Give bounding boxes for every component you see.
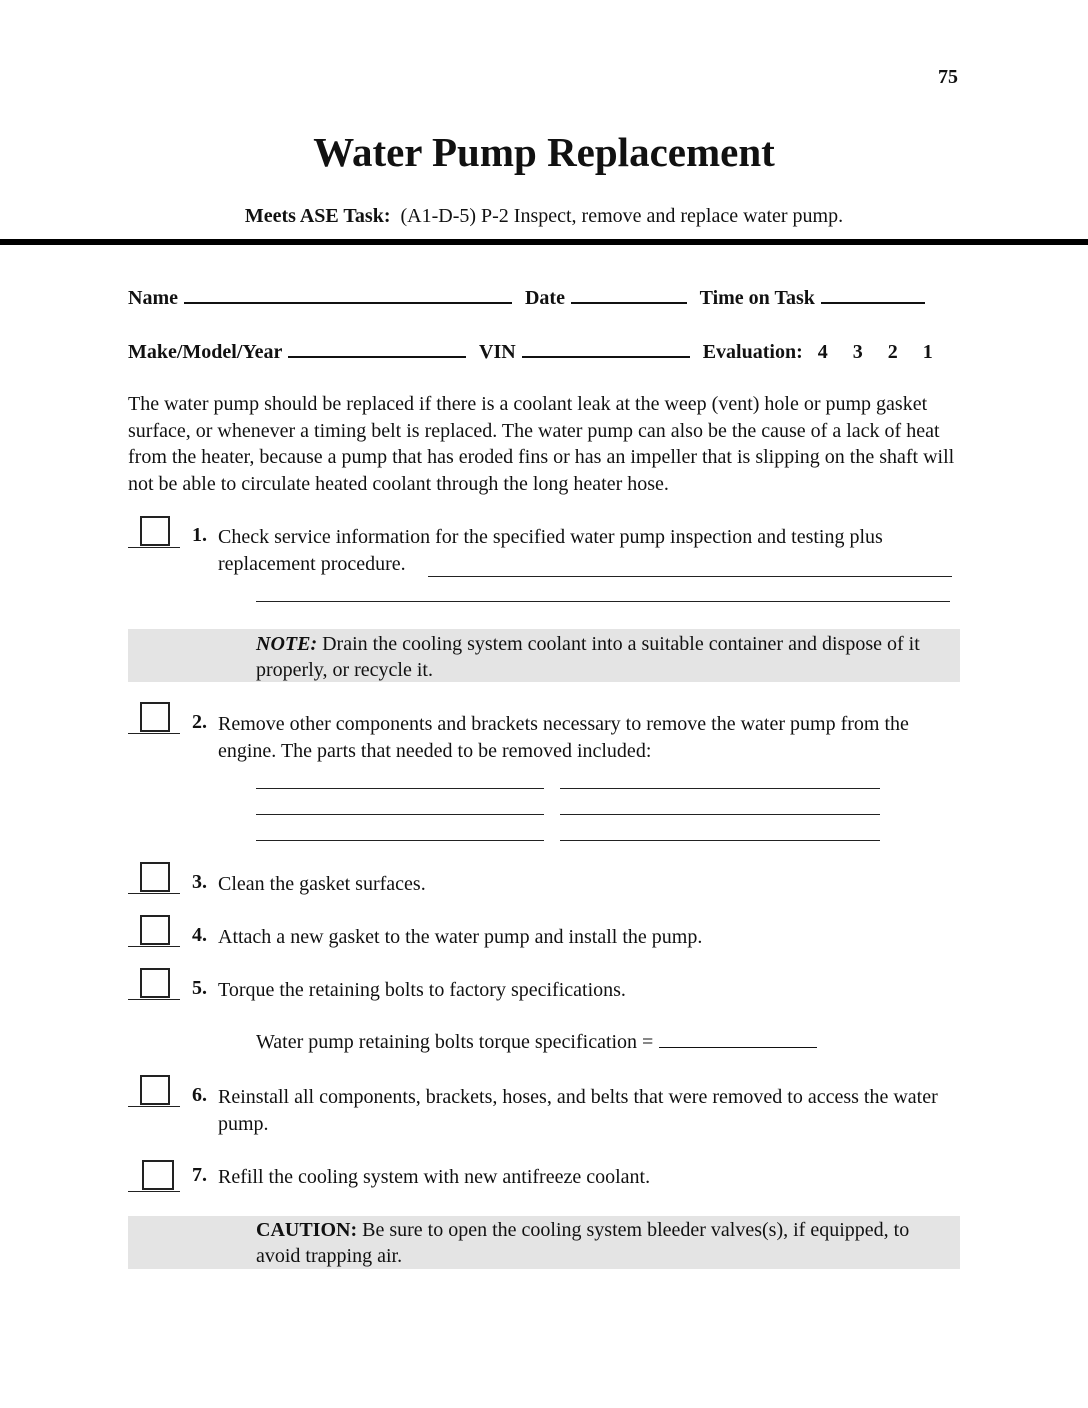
caution-text [256,1217,958,1269]
evaluation-option-3[interactable]: 3 [852,341,863,363]
step-7-text: Refill the cooling system with new antifreeze coolant. [218,1166,651,1188]
step-3-checkbox[interactable] [128,862,178,892]
parts-line-4[interactable] [560,814,880,815]
time-on-task-field[interactable] [821,284,925,304]
date-field[interactable] [571,284,687,304]
step-3-text: Clean the gasket surfaces. [218,873,426,895]
step-4-checkbox[interactable] [128,915,178,945]
torque-spec-row [256,1031,825,1054]
step-1-answer-line-2[interactable] [256,601,950,602]
intro-paragraph: The water pump should be replaced if there is a coolant leak at the weep (vent) hole or pump gasket surface, or whenever a timing belt is replaced. The water pump can also be the cause of a lack of heat from the heater, because a pump that has eroded fins or has an impeller that is slipping on the shaft will not be able to circulate heated coolant through the long heater hose. [128,393,955,495]
make-model-year-label: Make/Model/Year [128,341,283,363]
evaluation-option-1[interactable]: 1 [922,341,933,363]
field-row-1 [128,284,933,310]
page-title: Water Pump Replacement [313,129,775,175]
step-5-number: 5. [192,977,207,999]
parts-line-6[interactable] [560,840,880,841]
ase-task-text: (A1-D-5) P-2 Inspect, remove and replace water pump. [400,205,844,227]
parts-line-2[interactable] [560,788,880,789]
step-3-number: 3. [192,871,207,893]
step-7-checkbox[interactable] [128,1160,178,1190]
step-1-answer-line-1[interactable] [428,576,952,577]
header-divider [0,239,1088,245]
parts-line-1[interactable] [256,788,544,789]
caution-body: Be sure to open the cooling system bleeder valves(s), if equipped, to avoid trapping air. [256,1219,910,1267]
step-2-number: 2. [192,711,207,733]
step-5-text: Torque the retaining bolts to factory specifications. [218,979,626,1001]
vin-label: VIN [479,341,516,363]
ase-task [0,205,1088,228]
caution-label: CAUTION: [256,1219,358,1241]
step-6-number: 6. [192,1084,207,1106]
field-row-2 [128,338,933,364]
step-1-text: Check service information for the specified water pump inspection and testing plus replacement procedure. [218,526,883,575]
step-1-checkbox[interactable] [128,516,178,546]
step-2-checkbox[interactable] [128,702,178,732]
time-on-task-label: Time on Task [699,287,815,309]
torque-spec-label: Water pump retaining bolts torque specification = [256,1031,654,1053]
step-2-text: Remove other components and brackets necessary to remove the water pump from the engine. The parts that needed to be removed included: [218,713,909,762]
note-text [256,631,958,683]
step-4-text: Attach a new gasket to the water pump and install the pump. [218,926,703,948]
note-body: Drain the cooling system coolant into a suitable container and dispose of it properly, or recycle it. [256,633,920,681]
step-5-checkbox[interactable] [128,968,178,998]
ase-task-label: Meets ASE Task: [244,205,391,227]
evaluation-option-2[interactable]: 2 [887,341,898,363]
make-model-year-field[interactable] [288,338,466,358]
page-number: 75 [938,66,958,88]
parts-line-3[interactable] [256,814,544,815]
evaluation-option-4[interactable]: 4 [817,341,828,363]
step-1-number: 1. [192,524,207,546]
name-label: Name [128,287,178,309]
step-6-text: Reinstall all components, brackets, hoses, and belts that were removed to access the water pump. [218,1086,938,1135]
note-label: NOTE: [256,633,318,655]
evaluation-label: Evaluation: [702,341,803,363]
name-field[interactable] [184,284,512,304]
parts-line-5[interactable] [256,840,544,841]
step-7-number: 7. [192,1164,207,1186]
vin-field[interactable] [522,338,690,358]
step-4-number: 4. [192,924,207,946]
step-6-checkbox[interactable] [128,1075,178,1105]
torque-spec-field[interactable] [659,1031,817,1048]
date-label: Date [524,287,565,309]
